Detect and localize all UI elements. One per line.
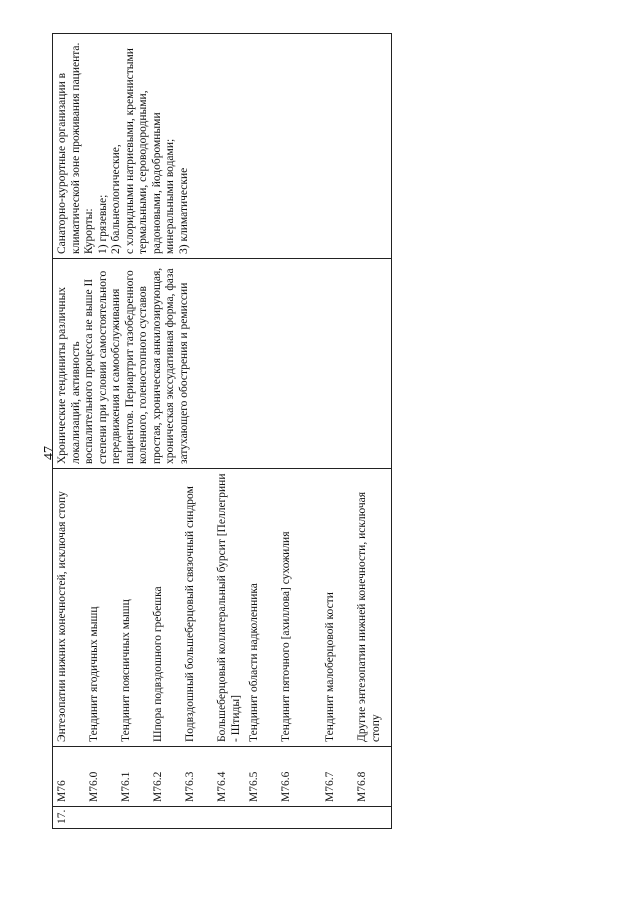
code-item: M76.6 (280, 771, 292, 802)
code-item: M76.5 (248, 771, 260, 802)
resort-item: с хлоридными натриевыми, кремнистыми термальными, сероводородными, радоновыми, йодобромными минеральными водами; (123, 48, 176, 254)
diagnosis-name: Большеберцовый коллатеральный бурсит [Пеллегрини - Штиды] (216, 473, 242, 742)
page-number: 47 (42, 446, 57, 460)
row-number: 17. (56, 809, 68, 824)
diagnosis-name: Подвздошный большеберцовый связочный синдром (184, 486, 196, 742)
table-row (53, 34, 392, 829)
resorts-label: Курорты: (83, 208, 95, 254)
code-item: M76.7 (324, 771, 336, 802)
resort-item: 3) климатические (177, 167, 190, 254)
organizations-cell (53, 34, 392, 259)
rotated-table-wrapper (52, 34, 382, 829)
code-item: M76 (56, 780, 68, 802)
indications-text: Хронические тендиниты различных локализаций, активность воспалительного процесса не выше II степени при условии самостоятельного передвижения и самообслуживания пациентов. Периартрит тазобедренного коленного, голеностопного суставов простая, хроническая анкилозирующая, хроническая экссудативная форма, фаза затухающего обострения и ремиссии (56, 267, 190, 464)
diagnosis-name: Тендинит пяточного [ахиллова] сухожилия (280, 531, 292, 742)
treatment-table (52, 33, 392, 829)
code-item: M76.8 (356, 771, 368, 802)
organizations-intro: Санаторно-курортные организации в климатической зоне проживания пациента. (56, 42, 82, 254)
resort-item: 2) бальнеологические, (110, 144, 122, 254)
diagnosis-name: Тендинит области надколенника (248, 583, 260, 742)
diagnosis-name: Энтезопатии нижних конечностей, исключая стопу (56, 491, 68, 742)
code-item: M76.2 (152, 771, 164, 802)
code-item: M76.0 (88, 771, 100, 802)
diagnosis-name: Тендинит ягодичных мышц (88, 606, 100, 742)
diagnosis-name: Шпора подвздошного гребешка (152, 586, 164, 742)
resort-item: 1) грязевые; (96, 194, 109, 254)
code-item: M76.4 (216, 771, 228, 802)
code-item: M76.1 (120, 771, 132, 802)
codes-cell (53, 747, 392, 807)
diagnosis-name: Тендинит малоберцовой кости (324, 592, 336, 742)
diagnosis-name: Другие энтезопатии нижней конечности, исключая стопу (356, 492, 382, 742)
code-item: M76.3 (184, 771, 196, 802)
indications-cell (53, 259, 392, 469)
diagnosis-name: Тендинит поясничных мышц (120, 599, 132, 742)
names-cell (53, 469, 392, 747)
row-number-cell (53, 807, 392, 829)
